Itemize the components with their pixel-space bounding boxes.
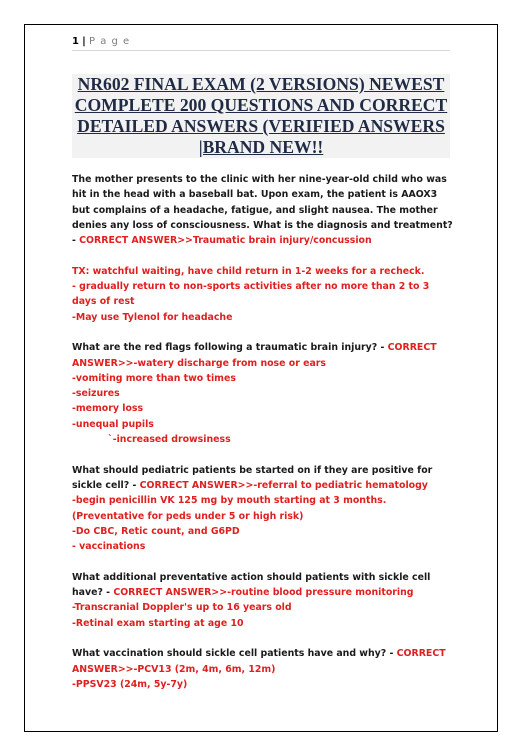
answer-2-line-5: -unequal pupils — [72, 418, 154, 430]
question-3: What should pediatric patients be started on if they are positive for sickle cell? - CORRECT ANSWER>>-referral to pediatric hematology — [72, 464, 433, 491]
answer-4-line-2: -Transcranial Doppler's up to 16 years old — [72, 602, 292, 614]
question-2: What are the red flags following a traumatic brain injury? - CORRECT ANSWER>>-watery discharge from nose or ears — [72, 342, 437, 369]
answer-2-line-2: -vomiting more than two times — [72, 372, 236, 384]
page-number: 1 — [72, 36, 79, 47]
answer-2-line-3: -seizures — [72, 388, 120, 400]
answer-3-line-4: - vaccinations — [72, 541, 146, 553]
question-5: What vaccination should sickle cell patients have and why? - CORRECT ANSWER>>-PCV13 (2m, 4m, 6m, 12m) — [72, 648, 446, 675]
header-separator: | — [82, 36, 86, 47]
page-word: P a g e — [89, 36, 131, 47]
page-header — [72, 36, 450, 51]
answer-2: CORRECT ANSWER>>-watery discharge from nose or ears — [72, 342, 437, 369]
answer-3: CORRECT ANSWER>>-referral to pediatric hematology — [139, 479, 428, 491]
document-title: NR602 FINAL EXAM (2 VERSIONS) NEWEST COMPLETE 200 QUESTIONS AND CORRECT DETAILED ANSWERS (VERIFIED ANSWERS |BRAND NEW!! — [72, 74, 450, 158]
answer-4: CORRECT ANSWER>>-routine blood pressure monitoring — [113, 587, 414, 599]
question-4: What additional preventative action should patients with sickle cell have? - CORRECT ANSWER>>-routine blood pressure monitoring — [72, 571, 431, 599]
answer-3-line-2: -begin penicillin VK 125 mg by mouth starting at 3 months. (Preventative for peds under 5 or high risk) — [72, 495, 387, 522]
answer-2-line-6: `-increased drowsiness — [108, 434, 231, 446]
answer-1-treatment-3: -May use Tylenol for headache — [72, 311, 233, 323]
answer-5: CORRECT ANSWER>>-PCV13 (2m, 4m, 6m, 12m) — [72, 648, 446, 675]
answer-1-treatment-2: - gradually return to non-sports activities after no more than 2 to 3 days of rest — [72, 281, 430, 308]
answer-5-line-2: -PPSV23 (24m, 5y-7y) — [72, 678, 188, 690]
answer-1-treatment-1: TX: watchful waiting, have child return in 1-2 weeks for a recheck. — [72, 265, 425, 277]
qa-content — [72, 172, 456, 692]
question-1: The mother presents to the clinic with her nine-year-old child who was hit in the head with a baseball bat. Upon exam, the patient is AAOX3 but complains of a headache, fatigue, and slight nausea. The mother denies any loss of consciousness. What is the diagnosis and treatment? - CORRECT ANSWER>>Traumatic brain injury/concussion — [72, 174, 453, 247]
answer-4-line-3: -Retinal exam starting at age 10 — [72, 617, 244, 629]
answer-2-line-4: -memory loss — [72, 403, 144, 415]
answer-1: CORRECT ANSWER>>Traumatic brain injury/concussion — [79, 235, 372, 247]
answer-3-line-3: -Do CBC, Retic count, and G6PD — [72, 525, 240, 537]
